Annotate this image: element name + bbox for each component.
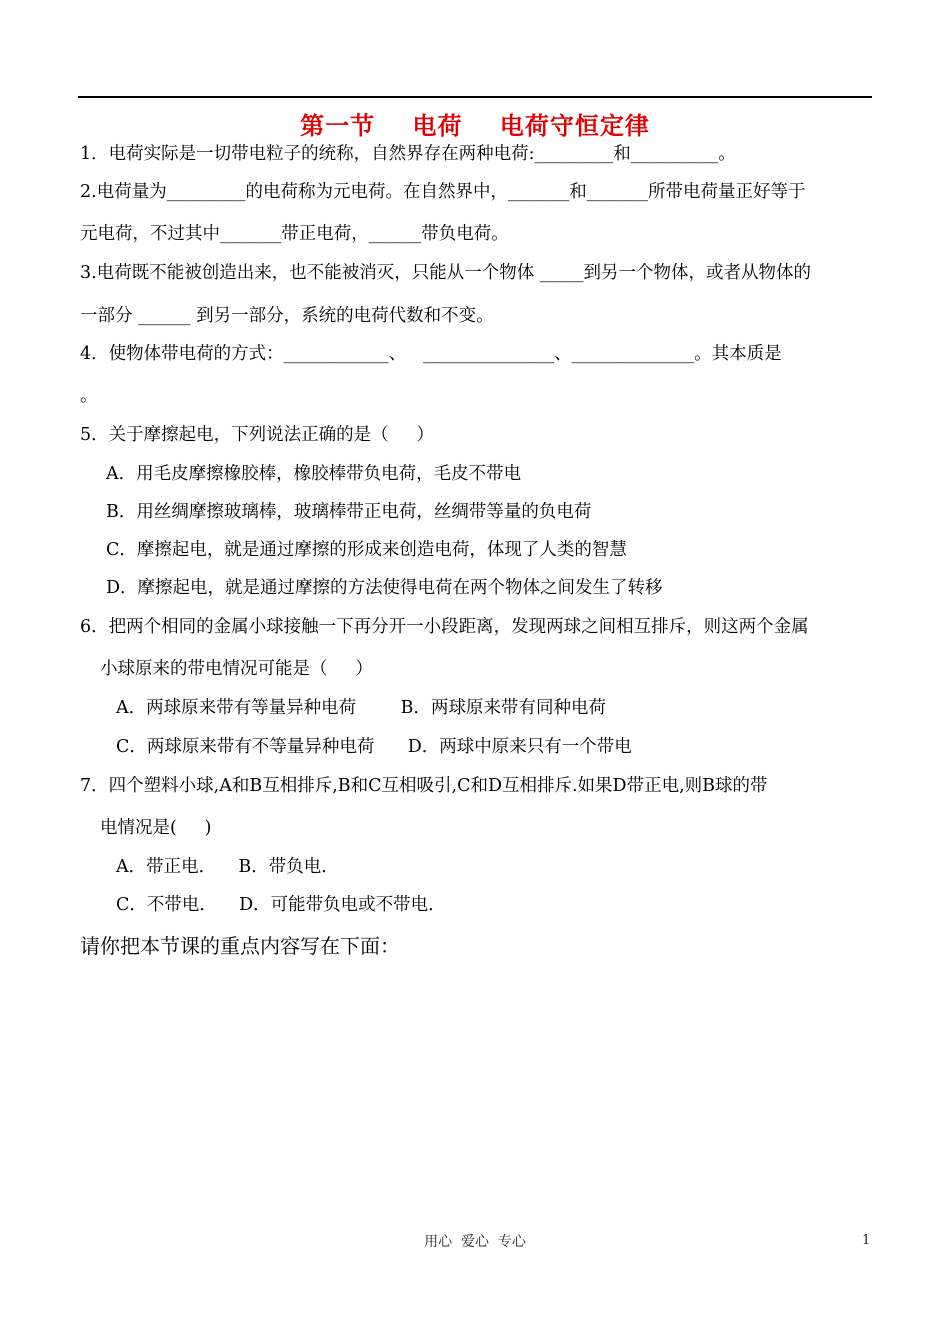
q7-options-cd: C．不带电． D．可能带负电或不带电． (116, 895, 446, 915)
page-footer: 用心 爱心 专心 (424, 1234, 526, 1250)
q5-option-b: B．用丝绸摩擦玻璃棒，玻璃棒带正电荷，丝绸带等量的负电荷 (106, 502, 592, 522)
q6-options-ab: A．两球原来带有等量异种电荷 B．两球原来带有同种电荷 (116, 698, 606, 718)
q6-text: 6．把两个相同的金属小球接触一下再分开一小段距离，发现两球之间相互排斥，则这两个金属 (80, 617, 809, 637)
q5-text: 5．关于摩擦起电，下列说法正确的是（ ） (80, 425, 434, 445)
q3-text: 3.电荷既不能被创造出来，也不能被消灭，只能从一个物体 _____到另一个物体，或者从物体的 (80, 263, 812, 283)
page-number: 1 (862, 1233, 871, 1248)
q4-text: 4．使物体带电荷的方式：____________、 _______________、______________。其本质是 (80, 344, 782, 364)
header-rule (78, 96, 872, 98)
q1-text: 1．电荷实际是一切带电粒子的统称，自然界存在两种电荷:_________和__________。 (80, 144, 736, 164)
q4-continuation: 。 (80, 386, 98, 406)
q6-options-cd: C．两球原来带有不等量异种电荷 D．两球中原来只有一个带电 (116, 737, 632, 757)
q6-continuation: 小球原来的带电情况可能是（ ） (100, 659, 373, 679)
q2-continuation: 元电荷，不过其中_______带正电荷，______带负电荷。 (80, 224, 509, 244)
q7-continuation: 电情况是( ) (100, 818, 212, 838)
summary-prompt: 请你把本节课的重点内容写在下面： (80, 934, 400, 958)
q3-continuation: 一部分 ______ 到另一部分，系统的电荷代数和不变。 (80, 306, 494, 326)
q7-text: 7．四个塑料小球,A和B互相排斥,B和C互相吸引,C和D互相排斥.如果D带正电,则B球的带 (80, 776, 768, 796)
q5-option-c: C．摩擦起电，就是通过摩擦的形成来创造电荷，体现了人类的智慧 (106, 540, 627, 560)
q7-options-ab: A．带正电． B．带负电． (116, 857, 339, 877)
q5-option-a: A．用毛皮摩擦橡胶棒，橡胶棒带负电荷，毛皮不带电 (106, 464, 522, 484)
q2-text: 2.电荷量为_________的电荷称为元电荷。在自然界中，_______和_______所带电荷量正好等于 (80, 182, 806, 202)
q5-option-d: D．摩擦起电，就是通过摩擦的方法使得电荷在两个物体之间发生了转移 (106, 578, 663, 598)
page-title: 第一节 电荷 电荷守恒定律 (300, 111, 650, 140)
